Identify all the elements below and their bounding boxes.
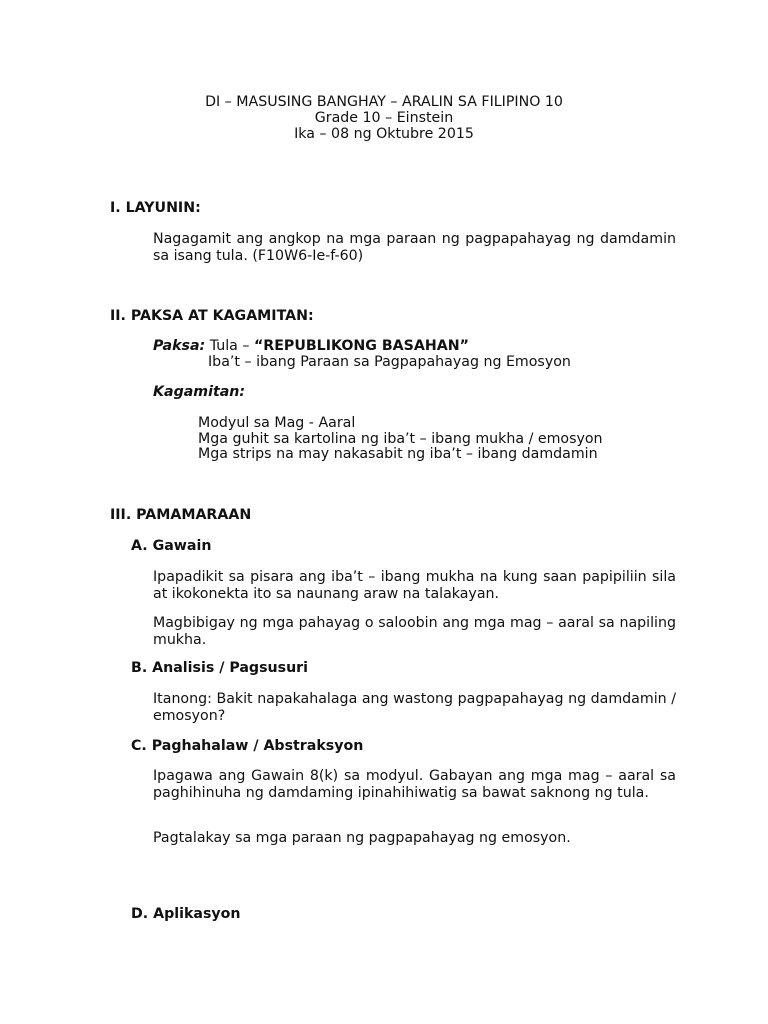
section-heading-paksa: II. PAKSA AT KAGAMITAN: [110,308,314,324]
document-title: DI – MASUSING BANGHAY – ARALIN SA FILIPINO 10 [205,94,563,110]
grade-line: Grade 10 – Einstein [314,110,454,126]
material-item: Modyul sa Mag - Aaral [198,415,356,431]
section-heading-pamamaraan: III. PAMAMARAAN [110,507,252,523]
kagamitan-label: Kagamitan: [153,384,246,400]
date-line: Ika – 08 ng Oktubre 2015 [294,126,474,142]
section-heading-layunin: I. LAYUNIN: [110,200,201,216]
paghahalaw-paragraph-1: Ipagawa ang Gawain 8(k) sa modyul. Gabayan ang mga mag – aaral sa paghihinuha ng damdaming ipinahihiwatig sa bawat saknong ng tula. [153,768,676,801]
material-item: Mga guhit sa kartolina ng iba’t – ibang mukha / emosyon [198,431,603,447]
analisis-paragraph: Itanong: Bakit napakahalaga ang wastong pagpapahayag ng damdamin / emosyon? [153,691,676,724]
material-item: Mga strips na may nakasabit ng iba’t – ibang damdamin [198,446,598,462]
paksa-prefix: Tula – [209,338,254,354]
paksa-label: Paksa: [153,338,206,354]
paksa-subtitle: Iba’t – ibang Paraan sa Pagpapahayag ng Emosyon [208,354,571,370]
paksa-title: “REPUBLIKONG BASAHAN” [253,338,469,354]
subheading-analisis: B. Analisis / Pagsusuri [131,660,309,676]
subheading-gawain: A. Gawain [131,538,212,554]
subheading-aplikasyon: D. Aplikasyon [131,906,241,922]
subheading-paghahalaw: C. Paghahalaw / Abstraksyon [131,738,364,754]
paksa-line [153,338,469,355]
paghahalaw-paragraph-2: Pagtalakay sa mga paraan ng pagpapahayag ng emosyon. [153,830,571,846]
gawain-paragraph-2: Magbibigay ng mga pahayag o saloobin ang mga mag – aaral sa napiling mukha. [153,615,676,648]
layunin-text: Nagagamit ang angkop na mga paraan ng pagpapahayag ng damdamin sa isang tula. (F10W6-Ie-f-60) [153,231,676,264]
gawain-paragraph-1: Ipapadikit sa pisara ang iba’t – ibang mukha na kung saan papipiliin sila at ikokonekta ito sa naunang araw na talakayan. [153,569,676,602]
